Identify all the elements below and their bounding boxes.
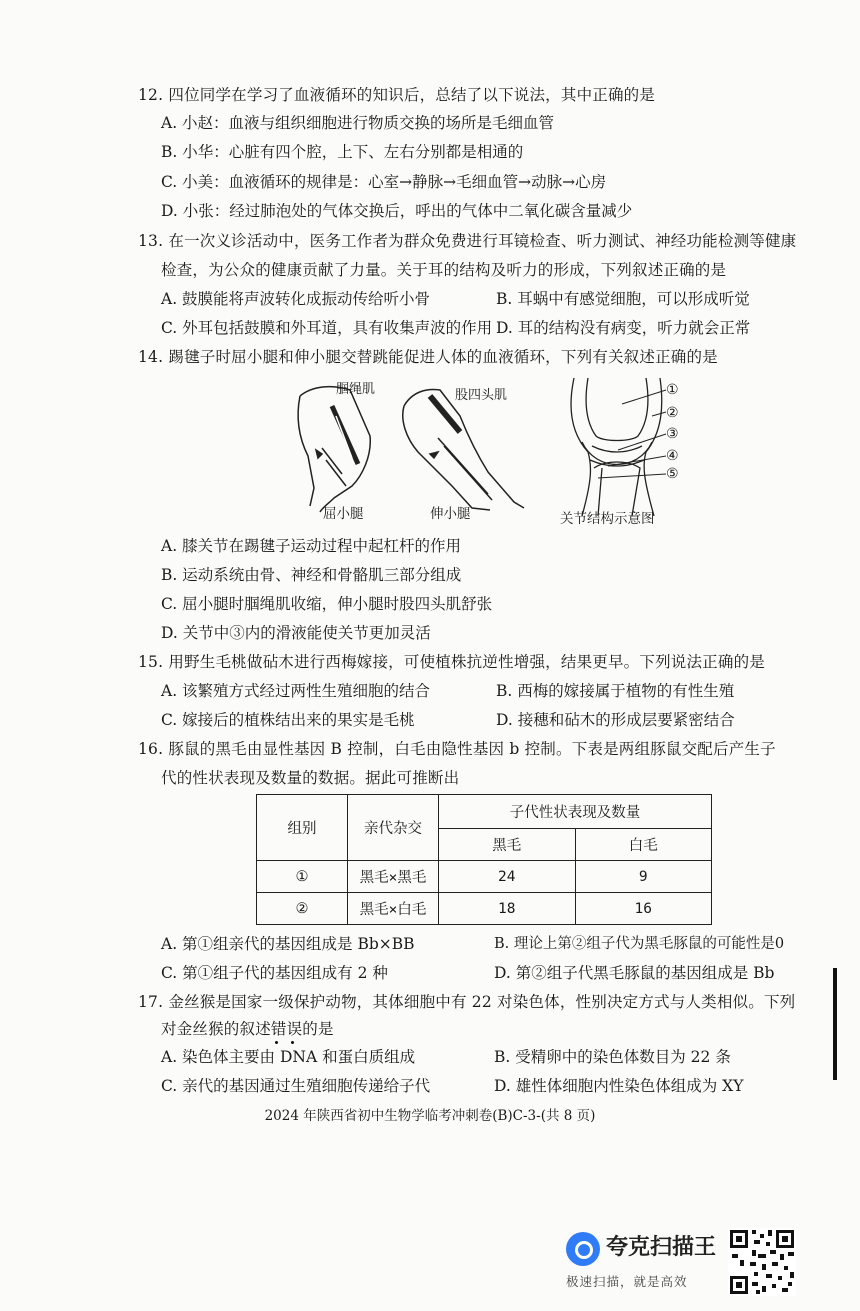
scanner-slogan: 极速扫描，就是高效 [566,1274,688,1289]
question-14-stem: 14. 踢毽子时屈小腿和伸小腿交替跳能促进人体的血液循环，下列有关叙述正确的是 [138,348,718,366]
question-17-stem-line2: 对金丝猴的叙述错误的是 [161,1020,334,1038]
page-footer: 2024 年陕西省初中生物学临考冲刺卷(B)C-3-(共 8 页) [264,1108,596,1124]
question-13-stem-line1: 13. 在一次义诊活动中，医务工作者为群众免费进行耳镜检查、听力测试、神经功能检测等健康 [138,232,797,250]
question-16-option-b: B. 理论上第②组子代为黑毛豚鼠的可能性是0 [494,936,785,952]
question-12-option-a: A. 小赵：血液与组织细胞进行物质交换的场所是毛细血管 [161,114,555,132]
question-17-option-a: A. 染色体主要由 DNA 和蛋白质组成 [161,1048,416,1066]
scan-edge-mark [833,968,837,1080]
question-14-option-b: B. 运动系统由骨、神经和骨骼肌三部分组成 [161,566,462,584]
table-cell-cross: 黑毛×白毛 [348,893,439,925]
question-14-option-c: C. 屈小腿时腘绳肌收缩，伸小腿时股四头肌舒张 [161,595,493,613]
table-cell-white: 16 [575,893,712,925]
table-cell-group: ② [257,893,348,925]
table-row [257,861,712,893]
emphasis-dot [291,1041,294,1044]
table-cell-white: 9 [575,861,712,893]
question-15-option-a: A. 该繁殖方式经过两性生殖细胞的结合 [161,682,431,700]
scanner-app-name: 夸克扫描王 [606,1235,717,1260]
question-17-option-c: C. 亲代的基因通过生殖细胞传递给子代 [161,1077,431,1095]
question-12-option-d: D. 小张：经过肺泡处的气体交换后，呼出的气体中二氧化碳含量减少 [161,202,633,220]
question-12-option-b: B. 小华：心脏有四个腔，上下、左右分别都是相通的 [161,143,524,161]
qr-code-icon [728,1228,796,1296]
genetics-data-table [256,794,712,925]
question-15-option-b: B. 西梅的嫁接属于植物的有性生殖 [496,682,735,700]
table-cell-black: 18 [439,893,576,925]
table-cell-black: 24 [439,861,576,893]
question-16-option-a: A. 第①组亲代的基因组成是 Bb×BB [161,935,415,953]
joint-label-5: ⑤ [666,466,679,482]
question-16-option-c: C. 第①组子代的基因组成有 2 种 [161,964,388,982]
question-14-option-a: A. 膝关节在踢毽子运动过程中起杠杆的作用 [161,537,462,555]
question-17-stem-line1: 17. 金丝猴是国家一级保护动物，其体细胞中有 22 对染色体，性别决定方式与人类相似。下列 [138,993,796,1011]
question-17-option-d: D. 雄性体细胞内性染色体组成为 XY [494,1077,744,1095]
question-13-option-c: C. 外耳包括鼓膜和外耳道，具有收集声波的作用 [161,319,493,337]
table-header-cross: 亲代杂交 [348,795,439,861]
table-header-offspring: 子代性状表现及数量 [439,795,712,829]
label-quadriceps: 股四头肌 [455,388,508,403]
straight-leg-drawing [403,390,524,510]
joint-label-2: ② [666,405,679,421]
scanner-watermark [566,1226,726,1296]
question-13-option-d: D. 耳的结构没有病变，听力就会正常 [496,319,751,337]
table-cell-cross: 黑毛×黑毛 [348,861,439,893]
table-header-black: 黑毛 [439,829,576,861]
question-15-stem: 15. 用野生毛桃做砧木进行西梅嫁接，可使植株抗逆性增强，结果更早。下列说法正确的是 [138,653,765,671]
label-hamstring: 腘绳肌 [336,382,376,397]
question-16-option-d: D. 第②组子代黑毛豚鼠的基因组成是 Bb [494,964,775,982]
caption-straight-leg: 伸小腿 [430,506,471,522]
question-15-option-c: C. 嫁接后的植株结出来的果实是毛桃 [161,711,415,729]
question-14-option-d: D. 关节中③内的滑液能使关节更加灵活 [161,624,431,642]
scanner-logo-icon [566,1232,600,1266]
joint-label-1: ① [666,382,679,398]
emphasis-dot [275,1041,278,1044]
table-row [257,893,712,925]
joint-label-4: ④ [666,448,679,464]
question-12-stem: 12. 四位同学在学习了血液循环的知识后，总结了以下说法，其中正确的是 [138,86,656,104]
question-12-option-c: C. 小美：血液循环的规律是：心室→静脉→毛细血管→动脉→心房 [161,173,607,191]
question-16-stem-line2: 代的性状表现及数量的数据。据此可推断出 [161,769,460,787]
question-13-option-b: B. 耳蜗中有感觉细胞，可以形成听觉 [496,290,750,308]
caption-bent-leg: 屈小腿 [323,506,364,522]
caption-joint-diagram: 关节结构示意图 [560,511,655,527]
table-header-group: 组别 [257,795,348,861]
question-13-stem-line2: 检查，为公众的健康贡献了力量。关于耳的结构及听力的形成，下列叙述正确的是 [161,261,727,279]
joint-structure-diagram [571,378,662,516]
question-17-option-b: B. 受精卵中的染色体数目为 22 条 [494,1048,731,1066]
table-header-white: 白毛 [575,829,712,861]
joint-label-3: ③ [666,426,679,442]
question-15-option-d: D. 接穗和砧木的形成层要紧密结合 [496,711,735,729]
question-13-option-a: A. 鼓膜能将声波转化成振动传给听小骨 [161,290,431,308]
question-16-stem-line1: 16. 豚鼠的黑毛由显性基因 B 控制，白毛由隐性基因 b 控制。下表是两组豚鼠交配后产生子 [138,740,776,758]
table-cell-group: ① [257,861,348,893]
bent-leg-drawing [298,387,370,512]
